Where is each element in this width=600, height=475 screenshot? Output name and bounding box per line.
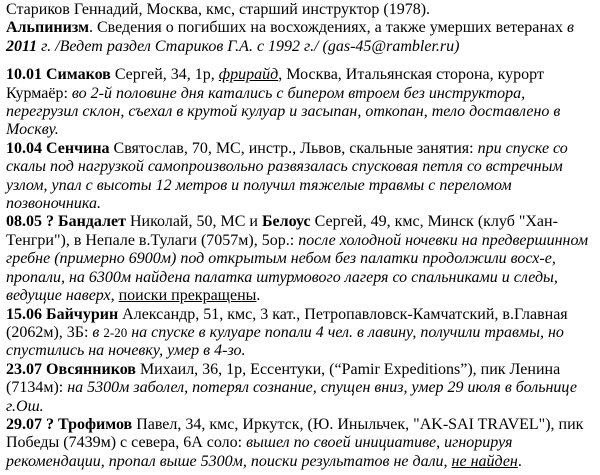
entry-ovsyannikov — [6, 361, 592, 416]
entry-time: 2-20 — [103, 324, 128, 340]
entry-name-2: Белоус — [261, 213, 311, 231]
section-year: 2011 — [6, 37, 38, 55]
entry-simakov — [6, 66, 592, 140]
entry-description: при спуске со скалы под нагрузкой самопроизвольно развязалась спусковая петля со встречным узлом, упал с высоты 12 метров и получил тяжелые травмы с переломом позвоночника. — [6, 139, 568, 213]
entry-details: Павел, 34, кмс, Иркутск, (Ю. Иныльчек, "AK-SAI TRAVEL"), пик Победы (7439м) с севера, 6А соло: — [6, 415, 584, 452]
section-desc-2: г. /Ведет раздел Стариков Г.А. с 1992 г./ (gas-45@rambler.ru) — [41, 37, 460, 55]
entry-trofimov — [6, 416, 592, 471]
section-year-prefix: в — [567, 19, 574, 37]
entry-description: на спуске в кулуаре попали 4 чел. в лавину, получили травмы, но спустились на ночевку, умер в 4-зо. — [6, 323, 564, 360]
entry-description-prefix: в — [92, 323, 104, 341]
entry-name: Байчурин — [46, 305, 119, 323]
entry-status: поиски прекращены — [118, 287, 257, 305]
section-desc-1: . Сведения о погибших на восхождениях, а также умерших ветеранах — [88, 19, 564, 37]
entry-name: Бандалет — [58, 213, 126, 231]
entry-date: 10.01 — [6, 66, 42, 84]
entry-end: . — [256, 287, 261, 305]
section-title: Альпинизм — [6, 19, 89, 37]
entry-details-2: , Москва, Итальянская сторона, курорт Курмаёр: — [6, 66, 544, 102]
entry-end: . — [517, 452, 522, 470]
entry-name: Сенчина — [46, 139, 110, 157]
entry-details-2: Сергей, 49, кмс, Минск (клуб "Хан-Тенгри"), в Непале в.Тулаги (7057м), 5ор.: — [6, 213, 558, 249]
entry-date: 10.04 — [6, 139, 42, 157]
author-line-text: Стариков Геннадий, Москва, кмс, старший инструктор (1978). — [6, 1, 431, 18]
entry-details: Александр, 51, кмс, 3 кат., Петропавловск-Камчатский, в.Главная (2062м), 3Б: — [6, 305, 568, 341]
entry-date: 23.07 — [6, 360, 42, 378]
entry-status: не найден — [451, 452, 518, 470]
entry-description: на 5300м заболел, потерял сознание, спущен вниз, умер 29 июля в больнице г.Ош. — [6, 379, 577, 415]
entry-details: Михаил, 36, 1р, Ессентуки, (“Pamir Expeditions”), пик Ленина (7134м): — [6, 360, 561, 397]
entry-details: Сергей, 34, 1р, — [110, 66, 219, 84]
spacer — [6, 56, 592, 66]
entry-senchina — [6, 140, 592, 214]
entry-bandalet — [6, 213, 592, 305]
entry-baychurin — [6, 306, 592, 361]
entry-name: Овсянников — [46, 360, 136, 378]
section-header — [6, 19, 592, 56]
author-line — [6, 1, 592, 19]
entry-description: вышел по своей инициативе, игнорируя рекомендации, пропал выше 5300м, поиски результатов не дали, — [6, 434, 513, 470]
entry-description: после холодной ночевки на предвершинном гребне (примерно 6900м) под открытым небом без палатки продолжили восх-е, пропали, на 6300м найдена палатка штурмового лагеря со спальниками и следы, ведущие наверх, — [6, 231, 589, 305]
entry-date: 29.07 ? — [6, 415, 54, 433]
entry-details: Николай, 50, МС и — [125, 213, 262, 231]
entry-date: 08.05 ? — [6, 213, 54, 231]
entry-link-freeride[interactable]: фрирайд — [218, 66, 279, 84]
entry-date: 15.06 — [6, 305, 42, 323]
entry-description: во 2-й половине дня катались с бипером втроем без инструктора, перегрузил склон, съехал в крутой кулуар и засыпан, откопан, тело доставлено в Москву. — [6, 84, 561, 139]
entry-details: Святослав, 70, МС, инстр., Львов, скальные занятия: — [109, 139, 478, 157]
entry-name: Трофимов — [58, 415, 133, 433]
entry-name: Симаков — [46, 66, 111, 84]
